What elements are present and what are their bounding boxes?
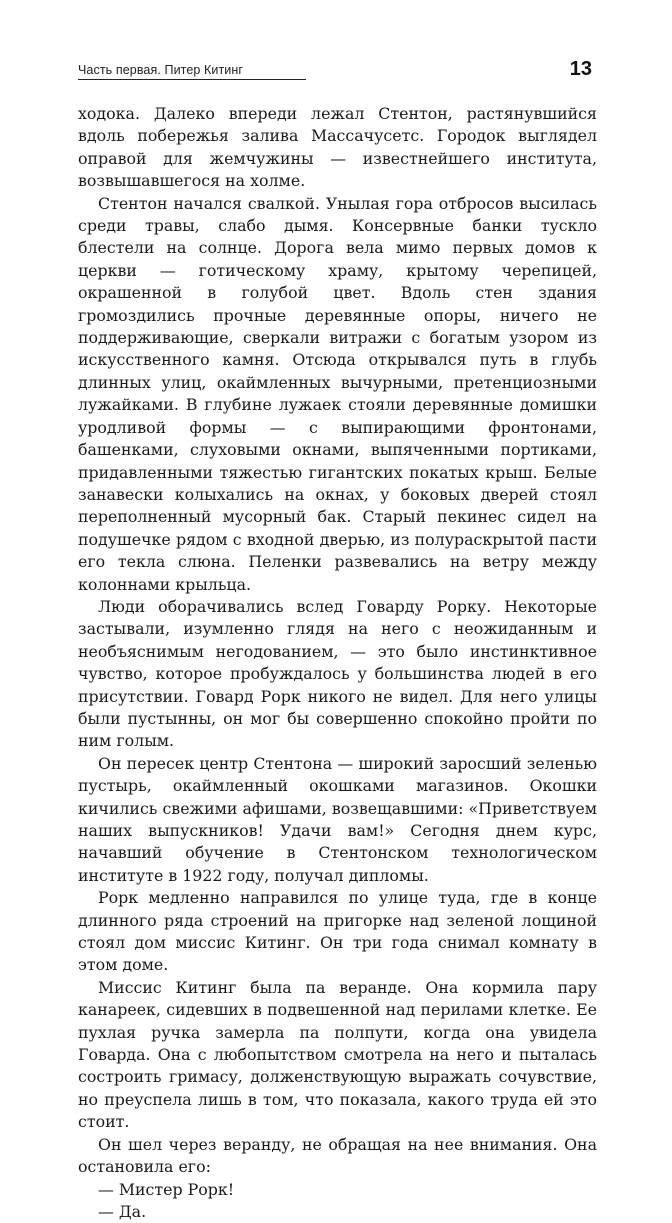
- dialogue-line: — Мистер Рорк!: [98, 1179, 235, 1199]
- paragraph: ходока. Далеко впереди лежал Стентон, растянувшийся вдоль побережья залива Массачусетс. Городок выглядел оправой для жемчужины — известнейшего института, возвышавшегося на холме.: [78, 104, 597, 191]
- running-head: Часть первая. Питер Китинг: [78, 63, 244, 77]
- paragraph: Рорк медленно направился по улице туда, где в конце длинного ряда строений на пригорке над зеленой лощиной стоял дом миссис Китинг. Он три года снимал комнату в этом доме.: [78, 888, 597, 975]
- paragraph: Стентон начался свалкой. Унылая гора отбросов высилась среди травы, слабо дымя. Консервные банки тускло блестели на солнце. Дорога вела мимо первых домов к церкви — готическому храму, крытому черепицей, окрашенной в голубой цвет. Вдоль стен здания громоздились прочные деревянные опоры, ничего не поддерживающие, сверкали витражи с богатым узором из искусственного камня. Отсюда открывался путь в глубь длинных улиц, окаймленных вычурными, претенциозными лужайками. В глубине лужаек стояли деревянные домишки уродливой формы — с выпирающими фронтонами, башенками, слуховыми окнами, выпяченными портиками, придавленными тяжестью гигантских покатых крыш. Белые занавески колыхались на окнах, у боковых дверей стоял переполненный мусорный бак. Старый пекинес сидел на подушечке рядом с входной дверью, из полураскрытой пасти его текла слюна. Пеленки развевались на ветру между колоннами крыльца.: [78, 193, 597, 594]
- page-number: 13: [569, 58, 592, 80]
- paragraph: Миссис Китинг была па веранде. Она кормила пару канареек, сидевших в подвешенной над перилами клетке. Ее пухлая ручка замерла па полпути, когда она увидела Говарда. Она с любопытством смотрела на него и пыталась состроить гримасу, долженствующую выражать сочувствие, но преуспела лишь в том, что показала, какого труда ей это стоит.: [78, 977, 597, 1132]
- paragraph: Люди оборачивались вслед Говарду Рорку. Некоторые застывали, изумленно глядя на него с неожиданным и необъяснимым негодованием, — это было инстинктивное чувство, которое пробуждалось у большинства людей в его присутствии. Говард Рорк никого не видел. Для него улицы были пустынны, он мог бы совершенно спокойно пройти по ним голым.: [78, 596, 597, 751]
- paragraph: Он шел через веранду, не обращая на нее внимания. Она остановила его:: [78, 1134, 597, 1177]
- running-head-rule: [78, 79, 306, 80]
- paragraph: Он пересек центр Стентона — широкий заросший зеленью пустырь, окаймленный окошками магазинов. Окошки кичились свежими афишами, возвещавшими: «Приветствуем наших выпускников! Удачи вам!» Сегодня днем курс, начавший обучение в Стентонском технологическом институте в 1922 году, получал дипломы.: [78, 753, 597, 885]
- dialogue-line: — Да.: [98, 1201, 147, 1221]
- body-text: [78, 103, 597, 1223]
